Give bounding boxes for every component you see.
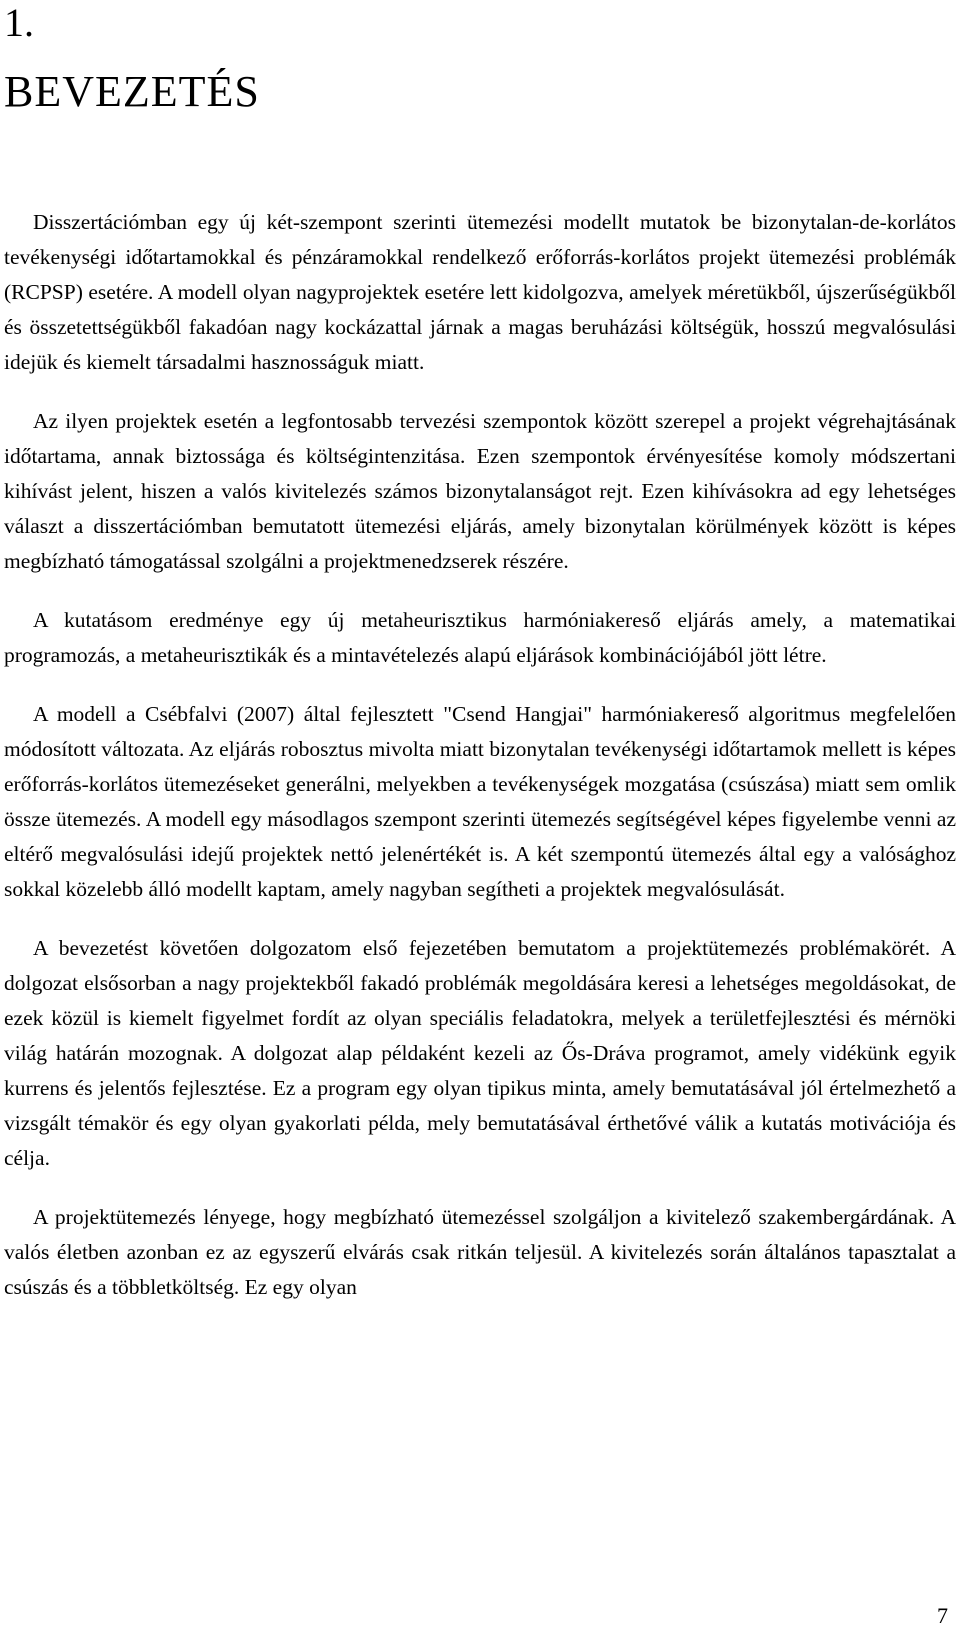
body-text (4, 205, 956, 1329)
paragraph: A bevezetést követően dolgozatom első fejezetében bemutatom a projektütemezés problémakörét. A dolgozat elsősorban a nagy projektekből fakadó problémák megoldására keresi a lehetséges megoldásokat, de ezek közül is kiemelt figyelmet fordít az olyan speciális feladatokra, melyek a területfejlesztési és mérnöki világ határán mozognak. A dolgozat alap példaként kezeli az Ős-Dráva programot, amely vidékünk egyik kurrens és jelentős fejlesztése. Ez a program egy olyan tipikus minta, amely bemutatásával jól értelmezhető a vizsgált témakör és egy olyan gyakorlati példa, mely bemutatásával érthetővé válik a kutatás motivációja és célja. (4, 936, 956, 1170)
chapter-title: BEVEZETÉS (4, 67, 260, 116)
page-number: 7 (937, 1603, 948, 1628)
paragraph: A kutatásom eredménye egy új metaheurisztikus harmóniakereső eljárás amely, a matematikai programozás, a metaheurisztikák és a mintavételezés alapú eljárások kombinációjából jött létre. (4, 608, 956, 667)
paragraph: A modell a Csébfalvi (2007) által fejlesztett "Csend Hangjai" harmóniakereső algoritmus megfelelően módosított változata. Az eljárás robosztus mivolta miatt bizonytalan tevékenységi időtartamok mellett is képes erőforrás-korlátos ütemezéseket generálni, melyekben a tevékenységek mozgatása (csúszása) miatt sem omlik össze ütemezés. A modell egy másodlagos szempont szerinti ütemezés segítségével képes figyelembe venni az eltérő megvalósulási idejű projektek nettó jelenértékét is. A két szempontú ütemezés által egy a valósághoz sokkal közelebb álló modellt kaptam, amely nagyban segítheti a projektek megvalósulását. (4, 702, 956, 901)
paragraph: Disszertációmban egy új két-szempont szerinti ütemezési modellt mutatok be bizonytalan-de-korlátos tevékenységi időtartamokkal és pénzáramokkal rendelkező erőforrás-korlátos projekt ütemezési problémák (RCPSP) esetére. A modell olyan nagyprojektek esetére lett kidolgozva, amelyek méretükből, újszerűségükből és összetettségükből fakadóan nagy kockázattal járnak a magas beruházási költségük, hosszú megvalósulási idejük és kiemelt társadalmi hasznosságuk miatt. (4, 210, 956, 374)
chapter-number: 1. (4, 0, 34, 45)
paragraph: Az ilyen projektek esetén a legfontosabb tervezési szempontok között szerepel a projekt végrehajtásának időtartama, annak biztossága és költségintenzitása. Ezen szempontok érvényesítése komoly módszertani kihívást jelent, hiszen a valós kivitelezés számos bizonytalanságot rejt. Ezen kihívásokra ad egy lehetséges választ a disszertációmban bemutatott ütemezési eljárás, amely bizonytalan körülmények között is képes megbízható támogatással szolgálni a projektmenedzserek részére. (4, 409, 956, 573)
paragraph: A projektütemezés lényege, hogy megbízható ütemezéssel szolgáljon a kivitelező szakembergárdának. A valós életben azonban ez az egyszerű elvárás csak ritkán teljesül. A kivitelezés során általános tapasztalat a csúszás és a többletköltség. Ez egy olyan (4, 1205, 956, 1299)
